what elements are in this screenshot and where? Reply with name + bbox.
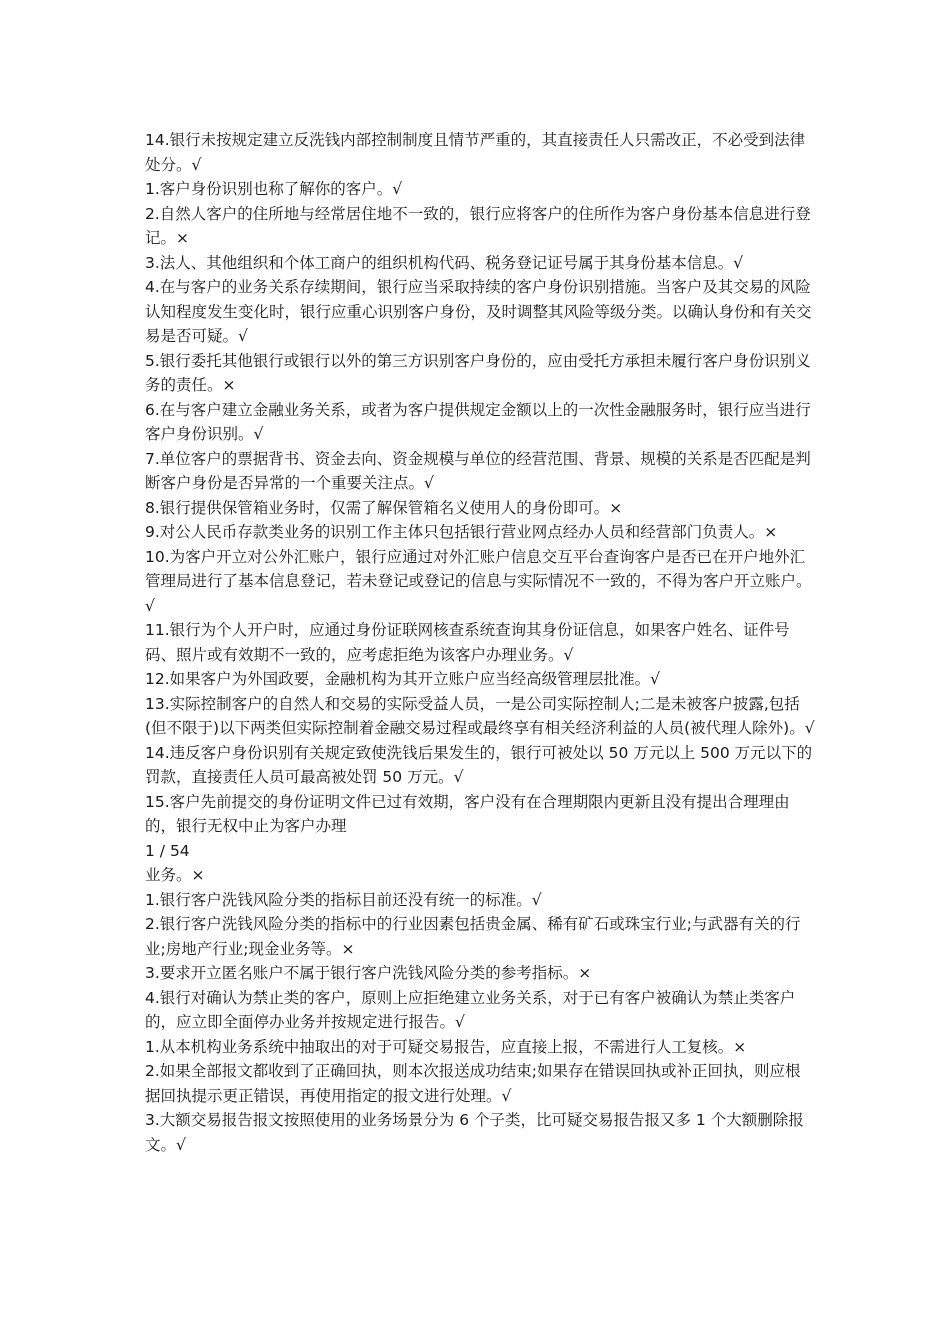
paragraph-text: 2.银行客户洗钱风险分类的指标中的行业因素包括贵金属、稀有矿石或珠宝行业;与武器有关的行业;房地产行业;现金业务等。× [145,915,801,958]
document-body [145,128,815,1157]
paragraph-text: 14.违反客户身份识别有关规定致使洗钱后果发生的，银行可被处以 50 万元以上 500 万元以下的罚款，直接责任人员可最高被处罚 50 万元。√ [145,743,813,786]
paragraph [145,275,815,349]
paragraph [145,961,815,986]
paragraph-text: 3.大额交易报告报文按照使用的业务场景分为 6 个子类，比可疑交易报告报又多 1 个大额删除报文。√ [145,1111,804,1154]
paragraph-text: 7.单位客户的票据背书、资金去向、资金规模与单位的经营范围、背景、规模的关系是否匹配是判断客户身份是否异常的一个重要关注点。√ [145,449,811,492]
paragraph-text: 2.如果全部报文都收到了正确回执，则本次报送成功结束;如果存在错误回执或补正回执，则应根据回执提示更正错误，再使用指定的报文进行处理。√ [145,1062,801,1105]
paragraph [145,398,815,447]
paragraph-text: 14.银行未按规定建立反洗钱内部控制制度且情节严重的，其直接责任人只需改正，不必受到法律处分。√ [145,131,806,174]
paragraph [145,1059,815,1108]
paragraph-text: 1.从本机构业务系统中抽取出的对于可疑交易报告，应直接上报，不需进行人工复核。× [145,1037,747,1056]
paragraph [145,692,815,741]
paragraph-text: 13.实际控制客户的自然人和交易的实际受益人员，一是公司实际控制人;二是未被客户披露,包括(但不限于)以下两类但实际控制着金融交易过程或最终享有相关经济利益的人员(被代理人除外)。√ [145,694,815,737]
paragraph-text: 3.法人、其他组织和个体工商户的组织机构代码、税务登记证号属于其身份基本信息。√ [145,253,744,272]
paragraph-text: 3.要求开立匿名账户不属于银行客户洗钱风险分类的参考指标。× [145,964,592,982]
paragraph [145,520,815,545]
paragraph [145,888,815,913]
paragraph [145,177,815,202]
paragraph-text: 10.为客户开立对公外汇账户，银行应通过对外汇账户信息交互平台查询客户是否已在开户地外汇管理局进行了基本信息登记，若未登记或登记的信息与实际情况不一致的，不得为客户开立账户。√ [145,547,812,615]
paragraph-text: 9.对公人民币存款类业务的识别工作主体只包括银行营业网点经办人员和经营部门负责人。× [145,523,778,541]
paragraph-text: 5.银行委托其他银行或银行以外的第三方识别客户身份的，应由受托方承担未履行客户身份识别义务的责任。× [145,351,811,394]
paragraph [145,128,815,177]
paragraph-text: 11.银行为个人开户时，应通过身份证联网核查系统查询其身份证信息，如果客户姓名、证件号码、照片或有效期不一致的，应考虑拒绝为该客户办理业务。√ [145,621,790,664]
paragraph [145,251,815,276]
paragraph-text: 4.在与客户的业务关系存续期间，银行应当采取持续的客户身份识别措施。当客户及其交易的风险认知程度发生变化时，银行应重心识别客户身份，及时调整其风险等级分类。以确认身份和有关交易是否可疑。√ [145,278,812,345]
paragraph [145,1035,815,1060]
page-number-text: 1 / 54 [145,841,190,860]
paragraph [145,545,815,619]
paragraph [145,618,815,667]
paragraph-text: 12.如果客户为外国政要，金融机构为其开立账户应当经高级管理层批准。√ [145,670,661,688]
paragraph [145,349,815,398]
paragraph [145,1108,815,1157]
paragraph-text: 1.银行客户洗钱风险分类的指标目前还没有统一的标准。√ [145,890,542,909]
paragraph [145,496,815,521]
paragraph [145,912,815,961]
paragraph-text: 6.在与客户建立金融业务关系，或者为客户提供规定金额以上的一次性金融服务时，银行应当进行客户身份识别。√ [145,400,811,443]
paragraph-text: 2.自然人客户的住所地与经常居住地不一致的，银行应将客户的住所作为客户身份基本信息进行登记。× [145,204,811,247]
page-number [145,839,815,864]
paragraph [145,986,815,1035]
paragraph-text: 4.银行对确认为禁止类的客户，原则上应拒绝建立业务关系，对于已有客户被确认为禁止类客户的，应立即全面停办业务并按规定进行报告。√ [145,988,796,1031]
paragraph [145,863,815,888]
paragraph [145,447,815,496]
paragraph [145,667,815,692]
paragraph-text: 1.客户身份识别也称了解你的客户。√ [145,180,403,198]
paragraph-text: 业务。× [145,866,205,884]
paragraph [145,202,815,251]
paragraph-text: 8.银行提供保管箱业务时，仅需了解保管箱名义使用人的身份即可。× [145,498,623,517]
paragraph [145,741,815,790]
paragraph [145,790,815,839]
paragraph-text: 15.客户先前提交的身份证明文件已过有效期，客户没有在合理期限内更新且没有提出合理理由的，银行无权中止为客户办理 [145,792,790,835]
